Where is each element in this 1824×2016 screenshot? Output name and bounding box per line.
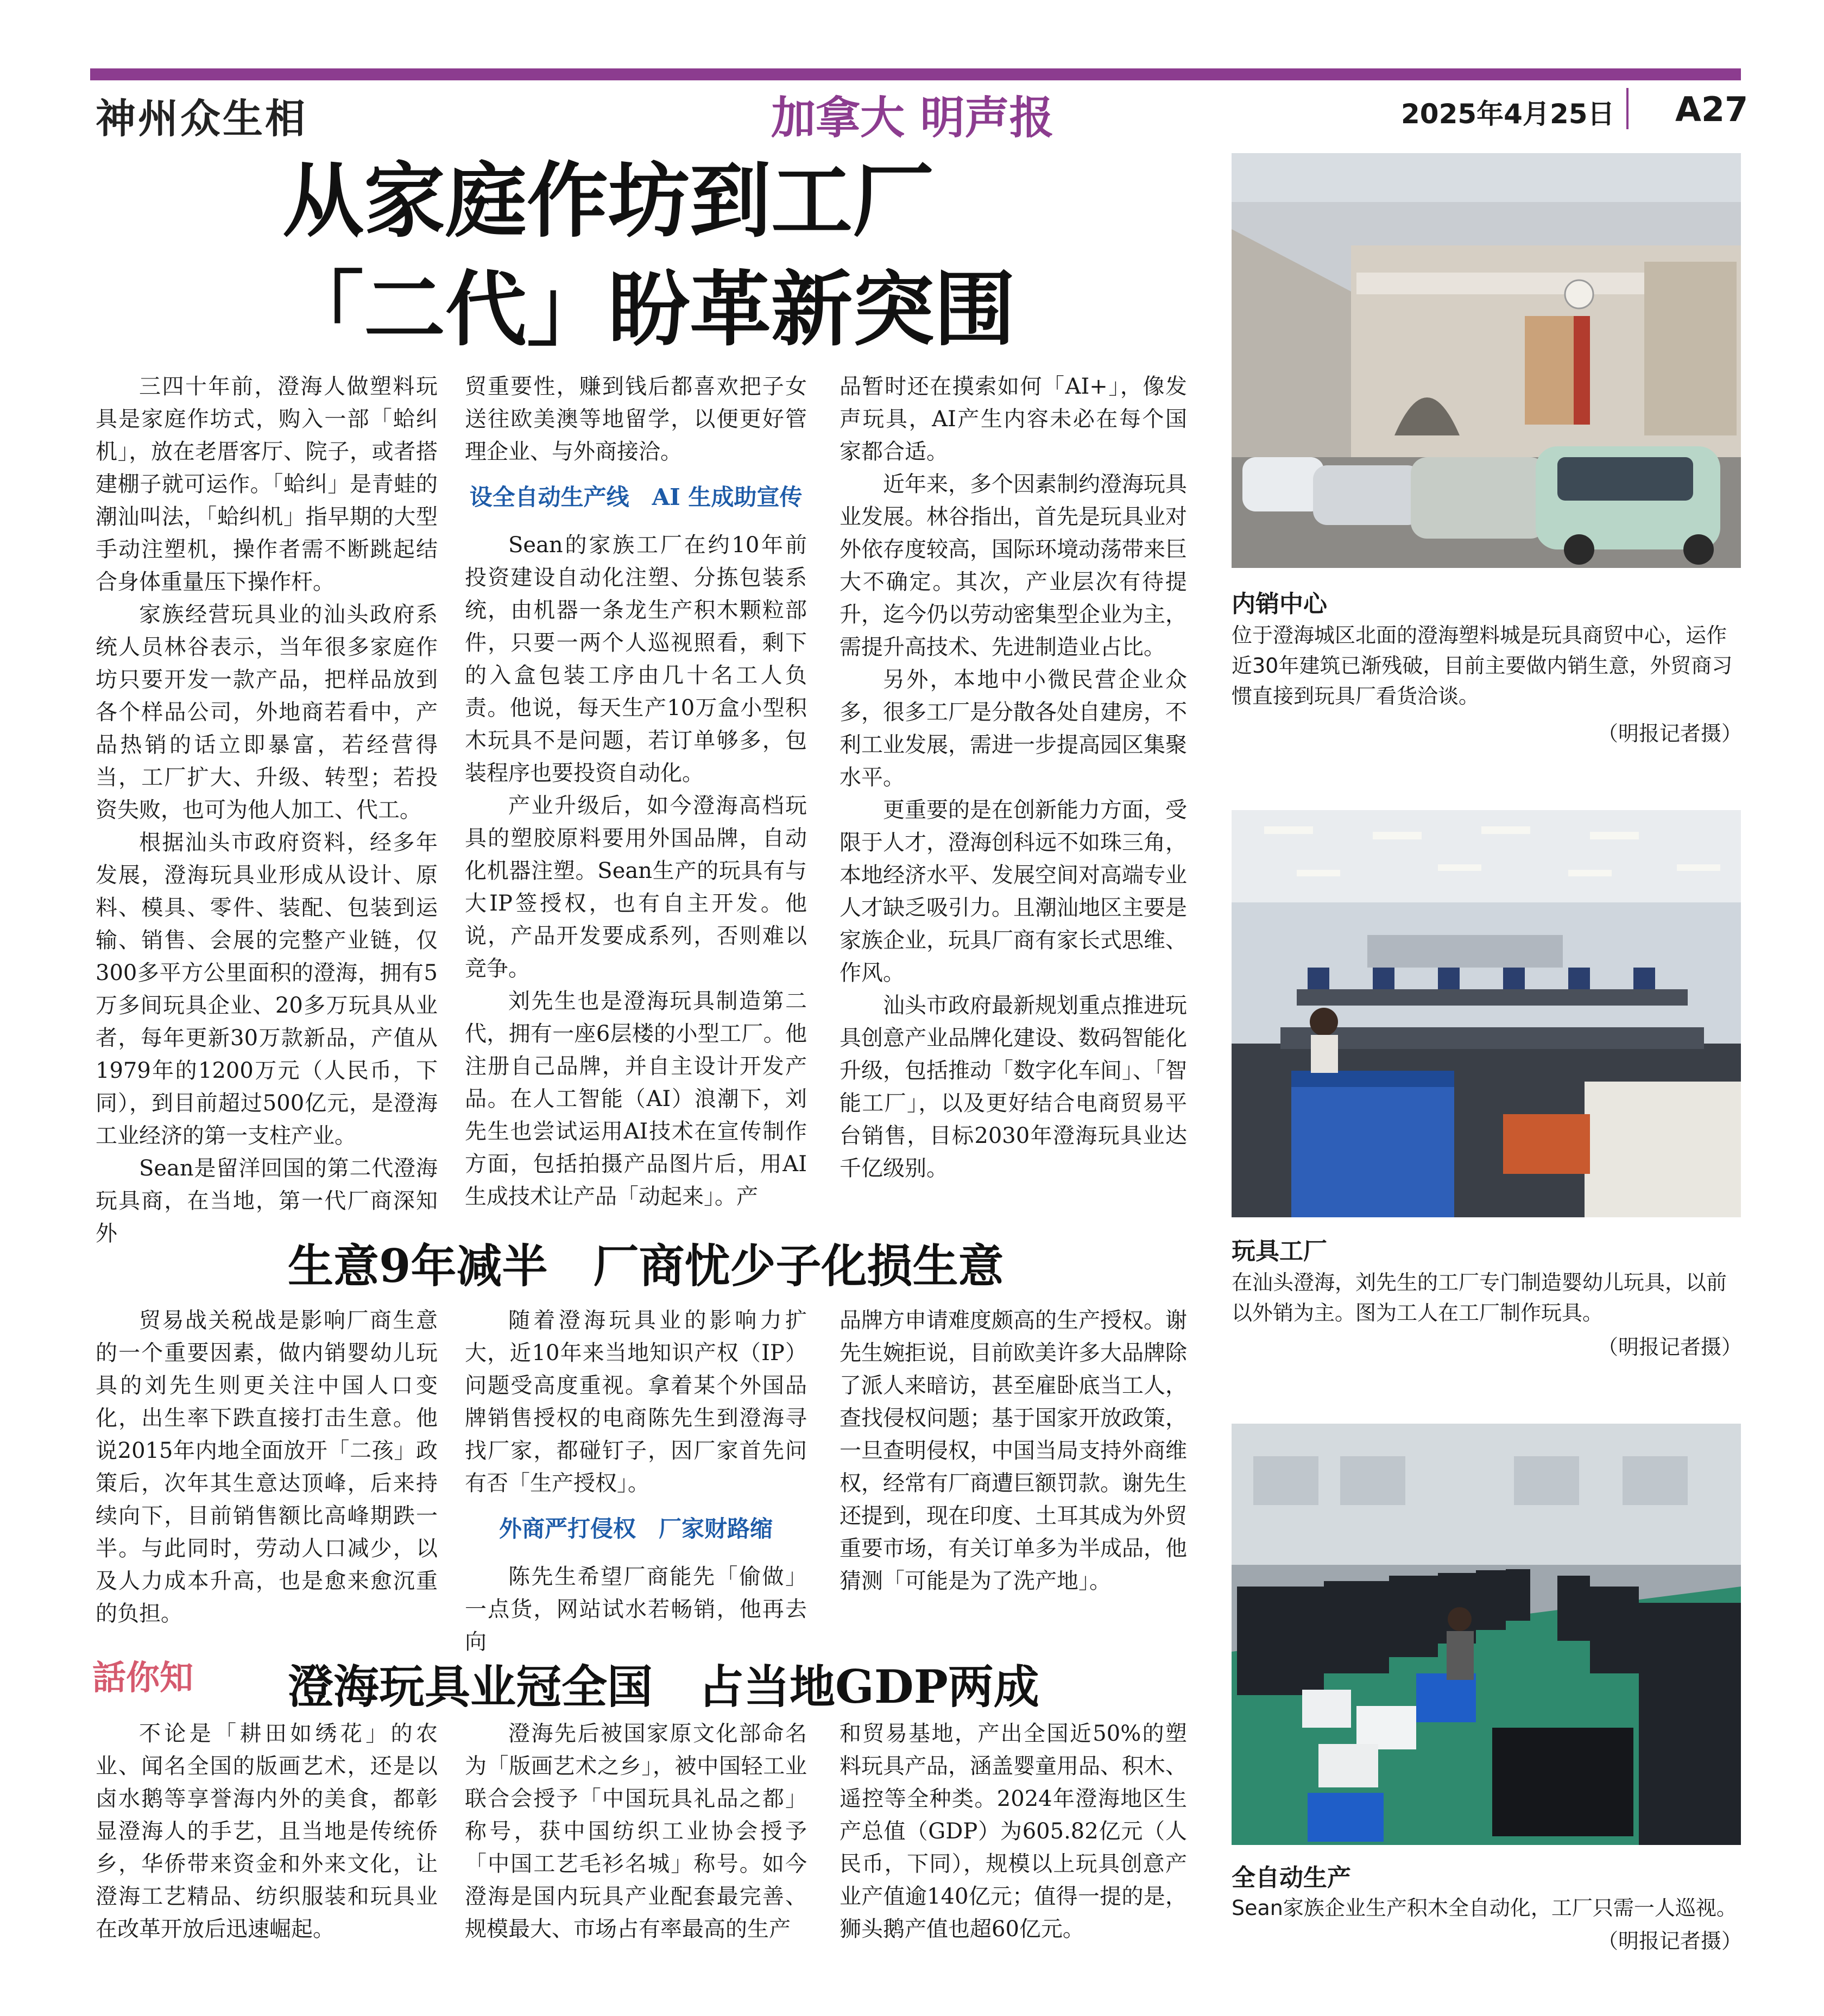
issue-date: 2025年4月25日 xyxy=(1401,98,1615,130)
story3-column-1 xyxy=(96,1717,438,1945)
story3-column-2 xyxy=(465,1717,807,1945)
photo-caption: 在汕头澄海，刘先生的工厂专门制造婴幼儿玩具，以前以外销为主。图为工人在工厂制作玩具。 xyxy=(1232,1271,1727,1325)
photo-caption: 位于澄海城区北面的澄海塑料城是玩具商贸中心，运作近30年建筑已渐残破，目前主要做内销生意，外贸商习惯直接到玩具厂看货洽谈。 xyxy=(1232,623,1733,708)
photo-caption: Sean家族企业生产积木全自动化，工厂只需一人巡视。 xyxy=(1232,1896,1737,1920)
story2-column-1 xyxy=(96,1304,438,1630)
photo-title: 内销中心 xyxy=(1232,590,1327,618)
paragraph: 品牌方申请难度颇高的生产授权。谢先生婉拒说，目前欧美许多大品牌除了派人来暗访，甚至雇卧底当工人，查找侵权问题；基于国家开放政策，一旦查明侵权，中国当局支持外商维权，经常有厂商遭巨额罚款。谢先生还提到，现在印度、土耳其成为外贸重要市场，有关订单多为半成品，他猜测「可能是为了洗产地」。 xyxy=(840,1308,1187,1594)
photo-market-street xyxy=(1232,153,1741,568)
paragraph: Sean是留洋回国的第二代澄海玩具商，在当地，第一代厂商深知外 xyxy=(96,1156,438,1246)
paragraph: 贸易战关税战是影响厂商生意的一个重要因素，做内销婴幼儿玩具的刘先生则更关注中国人口变化，出生率下跌直接打击生意。他说2015年内地全面放开「二孩」政策后，次年其生意达顶峰，后来持续向下，目前销售额比高峰期跌一半。与此同时，劳动人口减少，以及人力成本升高，也是愈来愈沉重的负担。 xyxy=(96,1308,438,1626)
paragraph: 品暂时还在摸索如何「AI+」，像发声玩具，AI产生内容未必在每个国家都合适。 xyxy=(840,374,1187,464)
story3-column-3 xyxy=(840,1717,1187,1945)
paragraph: 贸重要性，赚到钱后都喜欢把子女送往欧美澳等地留学，以便更好管理企业、与外商接洽。 xyxy=(465,374,807,464)
main-headline xyxy=(282,147,1015,364)
sidebar-tag: 話你知 xyxy=(92,1658,194,1697)
photo-credit: （明报记者摄） xyxy=(1597,722,1742,745)
newspaper-brand xyxy=(771,83,1054,146)
paragraph: 和贸易基地，产出全国近50%的塑料玩具产品，涵盖婴童用品、积木、遥控等全种类。2024年澄海地区生产总值（GDP）为605.82亿元（人民币，下同），规模以上玩具创意产业产值逾140亿元；值得一提的是，狮头鹅产值也超60亿元。 xyxy=(840,1721,1187,1942)
masthead-divider xyxy=(1626,88,1629,129)
story1-column-1 xyxy=(96,370,438,1250)
paragraph: 更重要的是在创新能力方面，受限于人才，澄海创科远不如珠三角，本地经济水平、发展空间对高端专业人才缺乏吸引力。且潮汕地区主要是家族企业，玩具厂商有家长式思维、作风。 xyxy=(840,798,1187,985)
subheading: 外商严打侵权 厂家财路缩 xyxy=(498,1515,773,1542)
story2-column-3 xyxy=(840,1304,1187,1597)
story2-headline: 生意9年减半 厂商忧少子化损生意 xyxy=(288,1239,1004,1293)
top-rule xyxy=(90,68,1741,80)
paragraph: 另外，本地中小微民营企业众多，很多工厂是分散各处自建房，不利工业发展，需进一步提高园区集聚水平。 xyxy=(840,667,1187,790)
paragraph: 汕头市政府最新规划重点推进玩具创意产业品牌化建设、数码智能化升级，包括推动「数字化车间」、「智能工厂」，以及更好结合电商贸易平台销售，目标2030年澄海玩具业达千亿级别。 xyxy=(840,993,1187,1181)
paragraph: 根据汕头市政府资料，经多年发展，澄海玩具业形成从设计、原料、模具、零件、装配、包装到运输、销售、会展的完整产业链，仅300多平方公里面积的澄海，拥有5万多间玩具企业、20多万玩具从业者，每年更新30万款新品，产值从1979年的1200万元（人民币，下同），到目前超过500亿元，是澄海工业经济的第一支柱产业。 xyxy=(96,830,438,1148)
paragraph: 近年来，多个因素制约澄海玩具业发展。林谷指出，首先是玩具业对外依存度较高，国际环境动荡带来巨大不确定。其次，产业层次有待提升，迄今仍以劳动密集型企业为主，需提升高技术、先进制造业占比。 xyxy=(840,472,1187,660)
paragraph: 陈先生希望厂商能先「偷做」一点货，网站试水若畅销，他再去向 xyxy=(465,1564,807,1654)
photo-credit: （明报记者摄） xyxy=(1597,1929,1742,1953)
story2-column-2 xyxy=(465,1304,807,1658)
photo-credit: （明报记者摄） xyxy=(1597,1335,1742,1359)
paragraph: 不论是「耕田如绣花」的农业、闻名全国的版画艺术，还是以卤水鹅等享誉海内外的美食，都彰显澄海人的手艺，且当地是传统侨乡，华侨带来资金和外来文化，让澄海工艺精品、纺织服装和玩具业在改革开放后迅速崛起。 xyxy=(96,1721,438,1942)
photo-toy-factory xyxy=(1232,810,1741,1217)
paragraph: 家族经营玩具业的汕头政府系统人员林谷表示，当年很多家庭作坊只要开发一款产品，把样品放到各个样品公司，外地商若看中，产品热销的话立即暴富，若经营得当，工厂扩大、升级、转型；若投资失败，也可为他人加工、代工。 xyxy=(96,602,438,823)
story3-headline: 澄海玩具业冠全国 占当地GDP两成 xyxy=(288,1660,1039,1714)
photo-title: 玩具工厂 xyxy=(1232,1237,1327,1265)
story1-column-3 xyxy=(840,370,1187,1185)
headline-line2: 「二代」盼革新突围 xyxy=(282,262,1016,357)
headline-line1: 从家庭作坊到工厂 xyxy=(282,153,935,249)
paragraph: 刘先生也是澄海玩具制造第二代，拥有一座6层楼的小型工厂。他注册自己品牌，并自主设计开发产品。在人工智能（AI）浪潮下，刘先生也尝试运用AI技术在宣传制作方面，包括拍摄产品图片后，用AI生成技术让产品「动起来」。产 xyxy=(465,989,807,1209)
paragraph: 产业升级后，如今澄海高档玩具的塑胶原料要用外国品牌，自动化机器注塑。Sean生产的玩具有与大IP签授权，也有自主开发。他说，产品开发要成系列，否则难以竞争。 xyxy=(465,793,807,981)
photo-automated-line xyxy=(1232,1424,1741,1845)
paragraph: 随着澄海玩具业的影响力扩大，近10年来当地知识产权（IP）问题受高度重视。拿着某个外国品牌销售授权的电商陈先生到澄海寻找厂家，都碰钉子，因厂家首先问有否「生产授权」。 xyxy=(465,1308,807,1496)
photo-title: 全自动生产 xyxy=(1232,1864,1351,1892)
story1-column-2 xyxy=(465,370,807,1213)
paragraph: 澄海先后被国家原文化部命名为「版画艺术之乡」，被中国轻工业联合会授予「中国玩具礼品之都」称号，获中国纺织工业协会授予「中国工艺毛衫名城」称号。如今澄海是国内玩具产业配套最完善、规模最大、市场占有率最高的生产 xyxy=(465,1721,807,1942)
brand-name: 明声报 xyxy=(920,92,1054,144)
brand-prefix: 加拿大 xyxy=(771,92,905,144)
subheading: 设全自动生产线 AI 生成助宣传 xyxy=(469,484,803,510)
page-number: A27 xyxy=(1675,90,1749,129)
section-title: 神州众生相 xyxy=(96,96,307,142)
paragraph: 三四十年前，澄海人做塑料玩具是家庭作坊式，购入一部「蛤纠机」，放在老厝客厅、院子，或者搭建棚子就可运作。「蛤纠」是青蛙的潮汕叫法，「蛤纠机」指早期的大型手动注塑机，操作者需不断跳起结合身体重量压下操作杆。 xyxy=(96,374,438,595)
paragraph: Sean的家族工厂在约10年前投资建设自动化注塑、分拣包装系统，由机器一条龙生产积木颗粒部件，只要一两个人巡视照看，剩下的入盒包装工序由几十名工人负责。他说，每天生产10万盒小型积木玩具不是问题，若订单够多，包装程序也要投资自动化。 xyxy=(465,533,807,786)
